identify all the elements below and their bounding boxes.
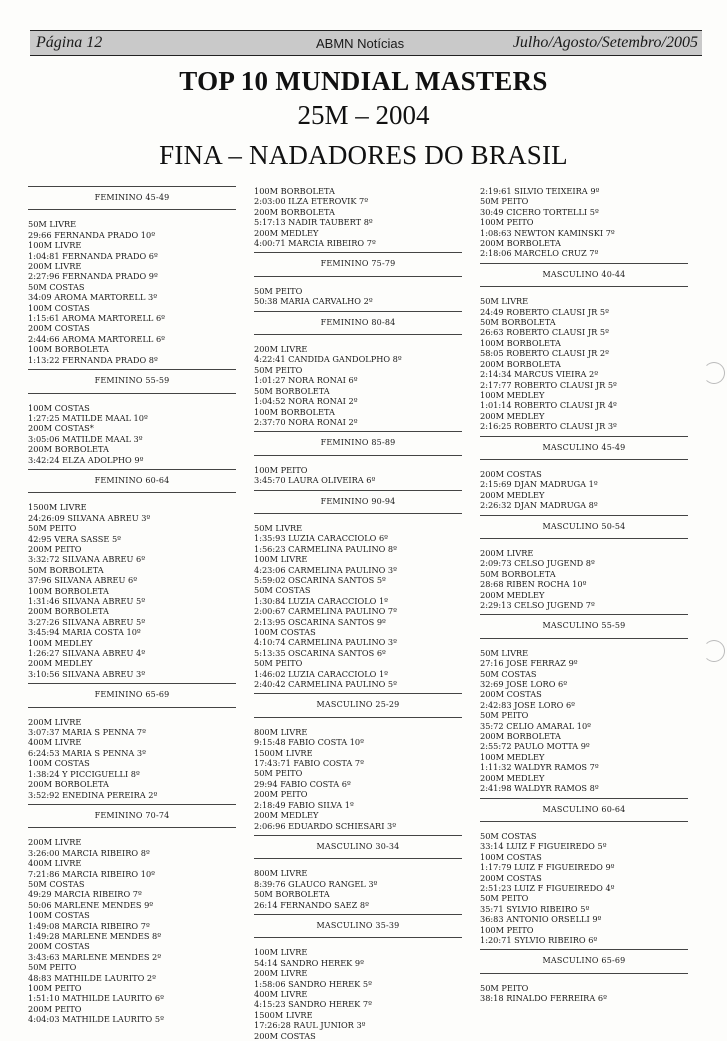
result-line: 400M LIVRE [28, 737, 82, 748]
result-line: 1500M LIVRE [254, 1009, 313, 1020]
result-line: 2:29:13 CELSO JUGEND 7º [480, 600, 595, 610]
result-line: 50M LIVRE [480, 647, 529, 658]
results-section [28, 369, 236, 465]
result-line: 200M MEDLEY [480, 410, 545, 421]
result-line: 32:69 JOSE LORO 6º [480, 679, 568, 690]
result-line: 100M PEITO [254, 464, 308, 475]
result-line: 3:52:92 ENEDINA PEREIRA 2º [28, 789, 158, 800]
results-section [480, 436, 688, 511]
result-line: 200M MEDLEY [28, 658, 93, 669]
section-heading: MASCULINO 25-29 [254, 693, 462, 717]
result-line: 200M BORBOLETA [480, 238, 561, 249]
binder-hole [703, 640, 725, 662]
results-section [254, 252, 462, 306]
result-line: 2:09:73 CELSO JUGEND 8º [480, 558, 595, 569]
result-line: 2:00:67 CARMELINA PAULINO 7º [254, 606, 397, 617]
results-section [254, 431, 462, 485]
subtitle-federation: FINA – NADADORES DO BRASIL [159, 140, 568, 170]
result-line: 100M BORBOLETA [480, 337, 561, 348]
result-line: 1:15:61 AROMA MARTORELL 6º [28, 313, 166, 324]
page-number: Página 12 [36, 34, 103, 51]
result-line: 2:13:95 OSCARINA SANTOS 9º [254, 616, 386, 627]
result-line: 3:07:37 MARIA S PENNA 7º [28, 727, 146, 738]
section-heading: MASCULINO 65-69 [480, 949, 688, 973]
result-line: 50M PEITO [480, 893, 529, 904]
result-line: 1500M LIVRE [254, 747, 313, 758]
result-line: 100M COSTAS [254, 627, 316, 637]
results-section [28, 804, 236, 1025]
result-line: 1:20:71 SYLVIO RIBEIRO 6º [480, 934, 598, 945]
result-line: 1:58:06 SANDRO HEREK 5º [254, 978, 372, 989]
section-heading: FEMININO 80-84 [254, 311, 462, 335]
results-section [28, 186, 236, 365]
result-line: 50M BORBOLETA [28, 564, 104, 575]
result-line: 9:15:48 FABIO COSTA 10º [254, 737, 364, 748]
result-line: 3:27:26 SILVANA ABREU 5º [28, 616, 146, 627]
result-line: 1:17:79 LUIZ F FIGUEIREDO 9º [480, 862, 615, 873]
result-line: 1:35:93 LUZIA CARACCIOLO 6º [254, 533, 389, 544]
result-line: 42:95 VERA SASSE 5º [28, 533, 122, 544]
result-line: 50:38 MARIA CARVALHO 2º [254, 296, 373, 307]
result-line: 50M PEITO [254, 364, 303, 375]
result-line: 1:56:23 CARMELINA PAULINO 8º [254, 543, 397, 554]
result-line: 35:72 CELIO AMARAL 10º [480, 720, 592, 731]
result-line: 1:04:81 FERNANDA PRADO 6º [28, 250, 158, 261]
result-line: 8:39:76 GLAUCO RANGEL 3º [254, 878, 378, 889]
results-section [254, 490, 462, 690]
result-line: 200M COSTAS [254, 1030, 316, 1041]
result-line: 50M COSTAS [28, 878, 85, 889]
issue-date: Julho/Agosto/Setembro/2005 [512, 34, 698, 51]
result-line: 33:14 LUIZ F FIGUEIREDO 5º [480, 841, 607, 852]
result-line: 200M PEITO [28, 543, 82, 554]
result-line: 24:26:09 SILVANA ABREU 3º [28, 512, 151, 523]
result-line: 2:17:77 ROBERTO CLAUSI JR 5º [480, 379, 617, 390]
result-line: 400M LIVRE [28, 858, 82, 869]
result-line: 50M PEITO [480, 196, 529, 207]
result-line: 2:42:83 JOSE LORO 6º [480, 699, 576, 710]
result-line: 50M BORBOLETA [254, 889, 330, 900]
result-line: 4:04:03 MATHILDE LAURITO 5º [28, 1014, 164, 1025]
result-line: 50M COSTAS [28, 281, 85, 292]
results-section [480, 263, 688, 432]
result-line: 200M BORBOLETA [480, 358, 561, 369]
result-line: 1:38:24 Y PICCIGUELLI 8º [28, 768, 140, 779]
result-line: 200M LIVRE [28, 716, 82, 727]
result-line: 2:03:00 ILZA ETEROVIK 7º [254, 196, 369, 207]
result-line: 200M LIVRE [28, 261, 82, 272]
result-line: 1:46:02 LUZIA CARACCIOLO 1º [254, 668, 389, 679]
result-line: 50M PEITO [254, 285, 303, 296]
result-line: 3:05:06 MATILDE MAAL 3º [28, 433, 143, 444]
result-line: 200M COSTAS [28, 941, 90, 952]
result-line: 200M MEDLEY [254, 227, 319, 238]
result-line: 100M COSTAS [28, 402, 90, 413]
result-line: 200M PEITO [28, 1003, 82, 1014]
result-line: 3:45:94 MARIA COSTA 10º [28, 627, 141, 638]
result-line: 2:18:49 FABIO SILVA 1º [254, 799, 354, 810]
result-line: 26:63 ROBERTO CLAUSI JR 5º [480, 327, 609, 338]
result-line: 6:24:53 MARIA S PENNA 3º [28, 747, 146, 758]
result-line: 100M COSTAS [28, 758, 90, 769]
result-line: 50M BORBOLETA [480, 317, 556, 328]
result-line: 50M PEITO [254, 768, 303, 779]
result-line: 100M MEDLEY [28, 637, 93, 648]
result-line: 5:17:13 NADIR TAUBERT 8º [254, 217, 373, 228]
results-section [28, 469, 236, 679]
subtitle-pool: 25M – 2004 [297, 100, 430, 130]
result-line: 50M PEITO [480, 982, 529, 993]
result-line: 100M COSTAS [28, 302, 90, 313]
results-section [254, 186, 462, 248]
result-line: 50M LIVRE [254, 522, 303, 533]
result-line: 1:31:46 SILVANA ABREU 5º [28, 596, 146, 606]
results-section [254, 693, 462, 830]
result-line: 4:00:71 MARCIA RIBEIRO 7º [254, 238, 376, 249]
result-line: 2:41:98 WALDYR RAMOS 8º [480, 783, 599, 794]
result-line: 4:10:74 CARMELINA PAULINO 3º [254, 637, 397, 648]
result-line: 200M LIVRE [254, 344, 308, 355]
result-line: 1:01:14 ROBERTO CLAUSI JR 4º [480, 400, 617, 411]
result-line: 50M PEITO [28, 523, 77, 534]
result-line: 800M LIVRE [254, 726, 308, 737]
section-heading: MASCULINO 30-34 [254, 835, 462, 859]
result-line: 2:37:70 NORA RONAI 2º [254, 416, 358, 427]
section-heading: FEMININO 60-64 [28, 469, 236, 493]
result-line: 100M BORBOLETA [254, 186, 335, 196]
result-line: 1:51:10 MATHILDE LAURITO 6º [28, 993, 164, 1004]
main-title: TOP 10 MUNDIAL MASTERS [179, 66, 548, 96]
results-section [28, 683, 236, 800]
result-line: 50:06 MARLENE MENDES 9º [28, 899, 154, 910]
result-line: 2:16:25 ROBERTO CLAUSI JR 3º [480, 421, 617, 432]
result-line: 50M LIVRE [28, 219, 77, 230]
result-line: 100M MEDLEY [480, 751, 545, 762]
result-line: 200M BORBOLETA [28, 606, 109, 617]
section-heading: FEMININO 85-89 [254, 431, 462, 455]
result-line: 24:49 ROBERTO CLAUSI JR 5º [480, 306, 609, 317]
result-line: 30:49 CICERO TORTELLI 5º [480, 206, 599, 217]
results-column-2 [254, 186, 462, 1041]
results-section [480, 798, 688, 946]
results-section [480, 515, 688, 611]
binder-hole [703, 362, 725, 384]
result-line: 2:19:61 SILVIO TEIXEIRA 9º [480, 186, 600, 196]
result-line: 50M PEITO [28, 962, 77, 973]
result-line: 1:13:22 FERNANDA PRADO 8º [28, 354, 158, 365]
section-heading: FEMININO 55-59 [28, 369, 236, 393]
result-line: 3:42:24 ELZA ADOLPHO 9º [28, 454, 144, 465]
result-line: 1:11:32 WALDYR RAMOS 7º [480, 762, 599, 773]
result-line: 1:30:84 LUZIA CARACCIOLO 1º [254, 595, 389, 606]
result-line: 100M LIVRE [254, 947, 308, 958]
result-line: 29:94 FABIO COSTA 6º [254, 778, 351, 789]
results-section [480, 614, 688, 793]
result-line: 3:43:63 MARLENE MENDES 2º [28, 951, 162, 962]
result-line: 1:04:52 NORA RONAI 2º [254, 396, 358, 407]
result-line: 5:13:35 OSCARINA SANTOS 6º [254, 647, 386, 658]
result-line: 200M MEDLEY [480, 772, 545, 783]
results-section [254, 835, 462, 910]
result-line: 2:40:42 CARMELINA PAULINO 5º [254, 679, 397, 690]
result-line: 38:18 RINALDO FERREIRA 6º [480, 993, 607, 1004]
result-line: 100M PEITO [480, 924, 534, 935]
result-line: 50M COSTAS [254, 585, 311, 596]
result-line: 1:01:27 NORA RONAI 6º [254, 375, 358, 386]
result-line: 17:43:71 FABIO COSTA 7º [254, 758, 364, 769]
result-line: 200M BORBOLETA [28, 444, 109, 455]
section-heading: FEMININO 45-49 [28, 186, 236, 210]
section-heading: MASCULINO 35-39 [254, 914, 462, 938]
result-line: 100M COSTAS [480, 851, 542, 862]
section-heading: MASCULINO 45-49 [480, 436, 688, 460]
result-line: 200M PEITO [254, 789, 308, 800]
result-line: 100M BORBOLETA [254, 406, 335, 417]
section-heading: FEMININO 70-74 [28, 804, 236, 828]
page-header-bar [30, 30, 702, 56]
result-line: 35:71 SYLVIO RIBEIRO 5º [480, 903, 590, 914]
result-line: 50M BORBOLETA [254, 385, 330, 396]
result-line: 1:08:63 NEWTON KAMINSKI 7º [480, 227, 615, 238]
result-line: 200M BORBOLETA [480, 731, 561, 742]
result-line: 100M COSTAS [28, 910, 90, 921]
result-line: 1:49:28 MARLENE MENDES 8º [28, 930, 162, 941]
result-line: 2:51:23 LUIZ F FIGUEIREDO 4º [480, 882, 615, 893]
result-line: 200M MEDLEY [254, 810, 319, 821]
result-line: 4:15:23 SANDRO HEREK 7º [254, 999, 372, 1010]
result-line: 200M COSTAS [480, 872, 542, 883]
result-line: 100M PEITO [480, 217, 534, 228]
result-line: 1500M LIVRE [28, 502, 87, 513]
result-line: 2:27:96 FERNANDA PRADO 9º [28, 271, 158, 282]
result-line: 100M MEDLEY [480, 389, 545, 400]
result-line: 3:26:00 MARCIA RIBEIRO 8º [28, 847, 150, 858]
result-line: 200M COSTAS [28, 323, 90, 334]
result-line: 2:26:32 DJAN MADRUGA 8º [480, 500, 598, 511]
section-heading: FEMININO 90-94 [254, 490, 462, 514]
result-line: 5:59:02 OSCARINA SANTOS 5º [254, 574, 386, 585]
section-heading: MASCULINO 55-59 [480, 614, 688, 638]
result-line: 54:14 SANDRO HEREK 9º [254, 957, 364, 968]
result-line: 200M LIVRE [480, 547, 534, 558]
result-line: 2:18:06 MARCELO CRUZ 7º [480, 248, 599, 259]
result-line: 1:49:08 MARCIA RIBEIRO 7º [28, 920, 150, 931]
result-line: 28:68 RIBEN ROCHA 10º [480, 579, 587, 590]
result-line: 3:32:72 SILVANA ABREU 6º [28, 554, 146, 565]
results-section [254, 914, 462, 1041]
result-line: 2:15:69 DJAN MADRUGA 1º [480, 479, 598, 490]
results-column-3 [480, 186, 688, 1004]
result-line: 2:06:96 EDUARDO SCHIESARI 3º [254, 820, 397, 831]
result-line: 50M PEITO [480, 710, 529, 721]
result-line: 200M BORBOLETA [254, 206, 335, 217]
result-line: 29:66 FERNANDA PRADO 10º [28, 229, 156, 240]
result-line: 100M BORBOLETA [28, 344, 109, 355]
result-line: 50M BORBOLETA [480, 568, 556, 579]
result-line: 400M LIVRE [254, 988, 308, 999]
result-line: 4:23:06 CARMELINA PAULINO 3º [254, 564, 397, 575]
result-line: 58:05 ROBERTO CLAUSI JR 2º [480, 348, 609, 359]
results-column-1 [28, 186, 236, 1025]
result-line: 50M LIVRE [480, 296, 529, 307]
result-line: 2:44:66 AROMA MARTORELL 6º [28, 333, 166, 344]
result-line: 36:83 ANTONIO ORSELLI 9º [480, 914, 602, 925]
section-heading: MASCULINO 50-54 [480, 515, 688, 539]
result-line: 3:45:70 LAURA OLIVEIRA 6º [254, 475, 376, 486]
result-line: 1:26:27 SILVANA ABREU 4º [28, 648, 146, 659]
section-heading: MASCULINO 60-64 [480, 798, 688, 822]
result-line: 37:96 SILVANA ABREU 6º [28, 575, 138, 586]
result-line: 100M BORBOLETA [28, 585, 109, 596]
result-line: 200M COSTAS [480, 689, 542, 700]
result-line: 50M COSTAS [480, 830, 537, 841]
section-heading: MASCULINO 40-44 [480, 263, 688, 287]
result-line: 200M LIVRE [28, 837, 82, 848]
section-heading: FEMININO 75-79 [254, 252, 462, 276]
results-section [480, 186, 688, 259]
publication-name: ABMN Notícias [316, 36, 405, 51]
result-line: 200M COSTAS* [28, 423, 94, 434]
section-heading: FEMININO 65-69 [28, 683, 236, 707]
result-line: 100M LIVRE [254, 554, 308, 565]
result-line: 200M BORBOLETA [28, 779, 109, 790]
result-line: 1:27:25 MATILDE MAAL 10º [28, 412, 148, 423]
result-line: 200M COSTAS [480, 468, 542, 479]
results-section [254, 311, 462, 428]
result-line: 50M PEITO [254, 658, 303, 669]
result-line: 48:83 MATHILDE LAURITO 2º [28, 972, 156, 983]
result-line: 200M LIVRE [254, 968, 308, 979]
result-line: 100M LIVRE [28, 240, 82, 251]
result-line: 100M PEITO [28, 983, 82, 993]
result-line: 2:14:34 MARCUS VIEIRA 2º [480, 369, 599, 380]
result-line: 3:10:56 SILVANA ABREU 3º [28, 668, 146, 679]
result-line: 2:55:72 PAULO MOTTA 9º [480, 741, 590, 752]
result-line: 800M LIVRE [254, 868, 308, 879]
result-line: 50M COSTAS [480, 668, 537, 679]
result-line: 200M MEDLEY [480, 489, 545, 500]
result-line: 17:26:28 RAUL JUNIOR 3º [254, 1020, 366, 1031]
results-section [480, 949, 688, 1003]
result-line: 34:09 AROMA MARTORELL 3º [28, 292, 158, 303]
result-line: 49:29 MARCIA RIBEIRO 7º [28, 889, 142, 900]
result-line: 200M MEDLEY [480, 589, 545, 600]
result-line: 26:14 FERNANDO SAEZ 8º [254, 899, 369, 910]
result-line: 4:22:41 CANDIDA GANDOLPHO 8º [254, 354, 402, 365]
result-line: 27:16 JOSE FERRAZ 9º [480, 658, 578, 669]
result-line: 7:21:86 MARCIA RIBEIRO 10º [28, 868, 156, 879]
